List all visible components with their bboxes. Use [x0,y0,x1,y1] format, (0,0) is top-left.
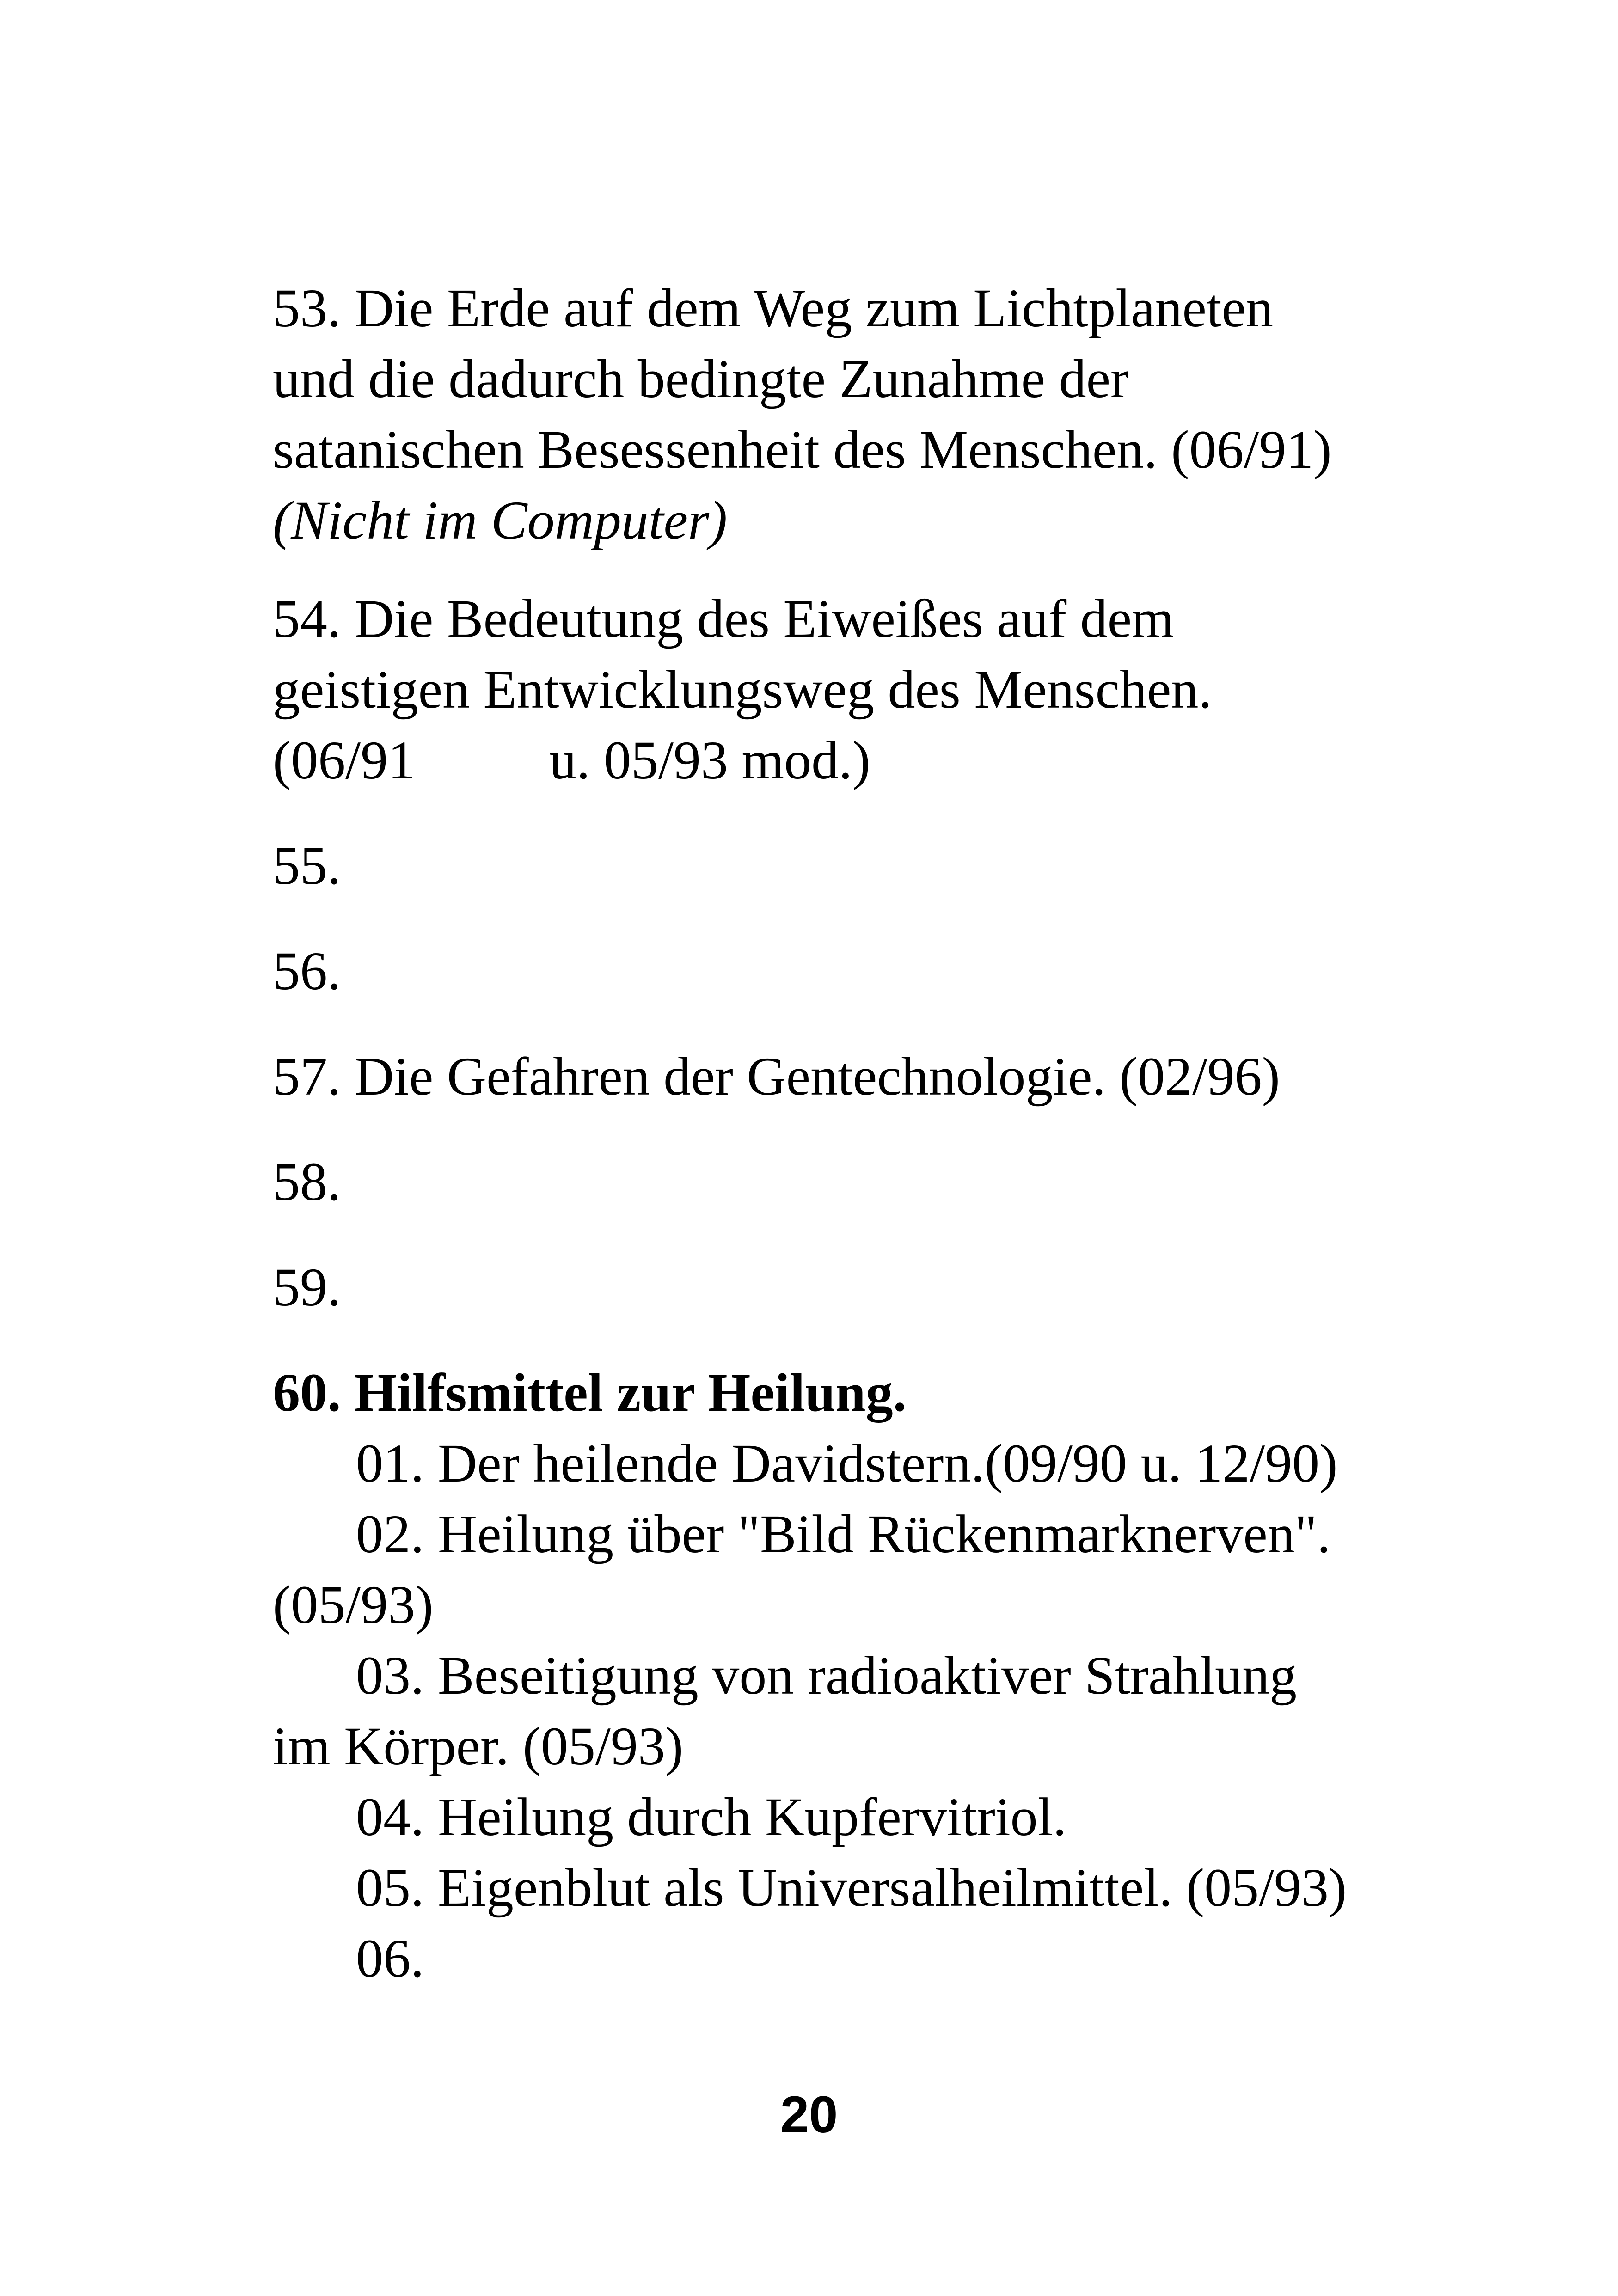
sub-entry-06: 06. [356,1928,424,1989]
entry-57: 57. Die Gefahren der Gentechnologie. (02/96) [273,1046,1280,1107]
entry-54-date-a: (06/91 [273,730,416,790]
sub-entry-05: 05. Eigenblut als Universalheilmittel. (05/93) [356,1857,1347,1918]
entry-55: 55. [273,835,341,896]
sub-entry-02-line-2: (05/93) [273,1574,434,1635]
entry-54-line-1: 54. Die Bedeutung des Eiweißes auf dem [273,588,1174,649]
entry-54-line-2: geistigen Entwicklungsweg des Menschen. [273,659,1212,720]
sub-entry-03-line-2: im Körper. (05/93) [273,1716,684,1776]
entry-60-heading: 60. Hilfsmittel zur Heilung. [273,1362,907,1423]
entry-53-line-1: 53. Die Erde auf dem Weg zum Lichtplaneten [273,278,1273,338]
sub-entry-02-line-1: 02. Heilung über "Bild Rückenmarknerven". [356,1504,1331,1564]
page-number: 20 [780,2086,838,2143]
entry-54 [273,583,1382,796]
sub-entry-04: 04. Heilung durch Kupfervitriol. [356,1787,1066,1847]
entry-list [273,273,1382,1994]
entry-60 [273,1357,1382,1994]
entry-54-date-b: u. 05/93 mod.) [549,730,870,790]
entry-53 [273,273,1382,556]
entry-53-line-2: und die dadurch bedingte Zunahme der [273,349,1129,409]
entry-53-note: (Nicht im Computer) [273,490,728,551]
entry-54-line-3 [273,725,1382,796]
sub-entry-01: 01. Der heilende Davidstern.(09/90 u. 12/90) [356,1433,1338,1494]
sub-entry-03-line-1: 03. Beseitigung von radioaktiver Strahlung [356,1645,1297,1706]
entry-53-line-3: satanischen Besessenheit des Menschen. (06/91) [273,419,1332,480]
entry-58: 58. [273,1151,341,1212]
entry-56: 56. [273,941,341,1001]
entry-59: 59. [273,1257,341,1317]
